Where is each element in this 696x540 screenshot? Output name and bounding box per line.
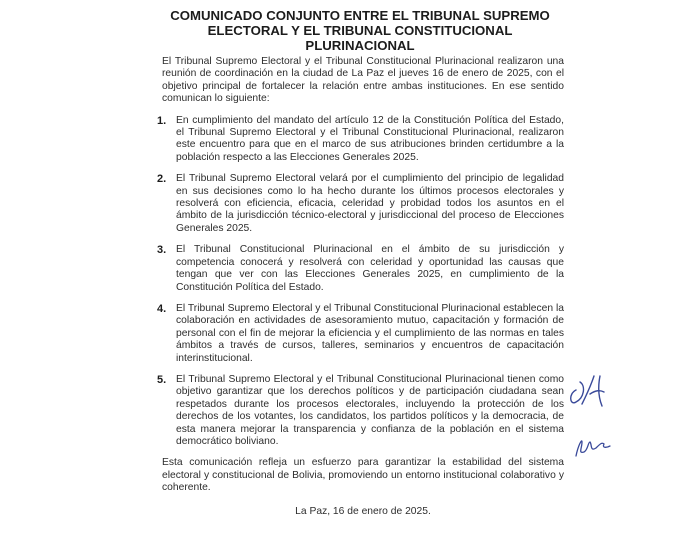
date-line: La Paz, 16 de enero de 2025. — [295, 505, 431, 517]
item-text: En cumplimiento del mandato del artículo 12 de la Constitución Política del Estado, el Tribunal Supremo Electoral y el Tribunal Constitucional Plurinacional, realizaron este encuentro para que en el marco de sus atribuciones brinden certidumbre a la población respecto a las Elecciones Generales 2025. — [176, 114, 564, 163]
signature-initials-2 — [568, 430, 614, 470]
list-item — [157, 373, 564, 448]
item-number: 3. — [157, 244, 167, 257]
list-item — [157, 244, 564, 294]
intro-paragraph: El Tribunal Supremo Electoral y el Tribunal Constitucional Plurinacional realizaron una reunión de coordinación en la ciudad de La Paz el jueves 16 de enero de 2025, con el objetivo principal de fortalecer la relación entre ambas instituciones. En ese sentido comunican lo siguiente: — [162, 56, 564, 105]
item-text: El Tribunal Supremo Electoral y el Tribunal Constitucional Plurinacional tienen como objetivo garantizar que los derechos políticos y de participación ciudadana sean respetados durante los procesos electorales, incluyendo la protección de los derechos de los votantes, los candidatos, los partidos políticos y la democracia, de esta manera mejorar la transparencia y confianza de la población en el sistema democrático boliviano. — [176, 373, 564, 447]
item-number: 5. — [157, 373, 167, 386]
item-number: 2. — [157, 173, 167, 186]
item-text: El Tribunal Supremo Electoral y el Tribunal Constitucional Plurinacional establecen la colaboración en actividades de asesoramiento mutuo, capacitación y formación de personal con el fin de mejorar la eficiencia y el cumplimiento de las normas en tales ámbitos a través de cursos, talleres, seminarios y encuentros de capacitación interinstitucional. — [176, 302, 564, 364]
item-number: 1. — [157, 114, 167, 127]
title-line: PLURINACIONAL — [305, 38, 415, 53]
document-body — [157, 56, 564, 518]
item-number: 4. — [157, 302, 167, 315]
list-item — [157, 302, 564, 365]
item-text: El Tribunal Supremo Electoral velará por el cumplimiento del principio de legalidad en sus decisiones como lo ha hecho durante los últimos procesos electorales y resolverá con eficiencia, eficacia, celeridad y probidad todos los asuntos en el ámbito de la jurisdicción técnico-electoral y jurisdiccional del proceso de Elecciones Generales 2025. — [176, 173, 564, 234]
list-item — [157, 114, 564, 165]
list-item — [157, 173, 564, 235]
title-line: ELECTORAL Y EL TRIBUNAL CONSTITUCIONAL — [207, 23, 513, 38]
signature-initials-1 — [566, 372, 616, 412]
title-line: COMUNICADO CONJUNTO ENTRE EL TRIBUNAL SUPREMO — [170, 8, 550, 23]
document-title — [150, 8, 570, 53]
closing-paragraph: Esta comunicación refleja un esfuerzo para garantizar la estabilidad del sistema electoral y constitucional de Bolivia, promoviendo un entorno institucional colaborativo y coherente. — [162, 457, 564, 494]
item-text: El Tribunal Constitucional Plurinacional en el ámbito de su jurisdicción y competencia conocerá y resolverá con celeridad y oportunidad las causas que tengan que ver con las Elecciones Generales 2025, en cumplimiento de la Constitución Política del Estado. — [176, 244, 564, 293]
